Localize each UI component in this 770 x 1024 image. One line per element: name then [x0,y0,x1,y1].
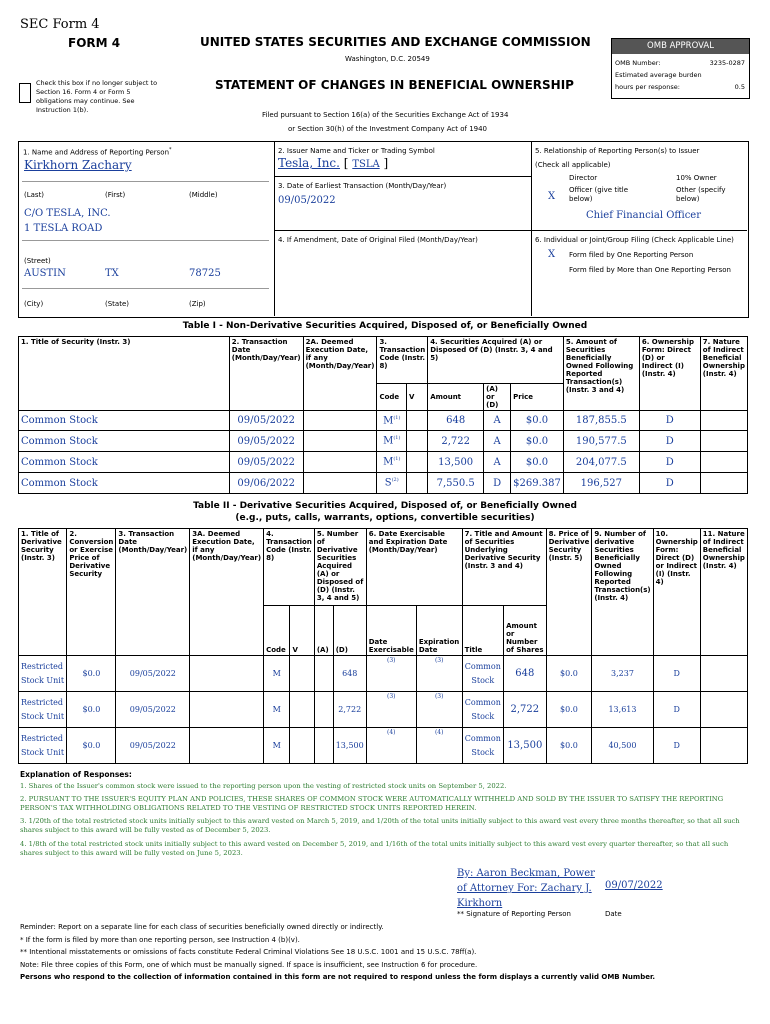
t2-r2-price: $0.0 [67,728,116,764]
table1-title: Table I - Non-Derivative Securities Acquired, Disposed of, or Beneficially Owned [182,321,588,331]
t2-r1-title: Restricted Stock Unit [19,692,67,728]
t1-sh-v: V [407,384,428,411]
t2-r2-shares: 13,500 [504,728,546,764]
zip: 78725 [189,268,221,279]
table2 [18,528,748,764]
explanation-note-2: 2. PURSUANT TO THE ISSUER'S EQUITY PLAN AND POLICIES, THESE SHARES OF COMMON STOCK WERE AUTOMATICALLY WITHHELD AND SOLD BY THE ISSUER TO SATISFY THE REPORTING PERSON'S TAX WITHHOLDING OBLIGATIONS RELATED TO THE VESTING OF RESTRICTED STOCK UNITS REPORTED HEREIN. [20,795,724,812]
ten-percent-label: 10% Owner [676,174,717,182]
t1-r0-fn[interactable]: (1) [393,414,401,421]
street-label: (Street) [24,257,51,265]
t2-sh-v: V [290,606,314,656]
address-line-1: C/O TESLA, INC. [24,208,111,219]
t1-r1-title: Common Stock [19,431,230,452]
t2-sh-d: (D) [333,606,366,656]
checkbox-text: Check this box if no longer subject to Section 16. Form 4 or Form 5 obligations may continue. See Instruction 1(b). [36,79,158,114]
t2-r1-utitle: Common Stock [462,692,504,728]
t2-r0-dprice: $0.0 [546,656,592,692]
footer-note-star: * If the form is filed by more than one reporting person, see Instruction 4 (b)(v). [20,936,300,944]
t1-r2-ad: A [484,452,511,473]
reporter-name[interactable]: Kirkhorn Zachary [24,158,132,172]
signature-by: By: Aaron Beckman, Power of Attorney For: Zachary J. Kirkhorn [457,868,595,909]
t1-r3-date: 09/06/2022 [229,473,303,494]
t1-r0-form: D [639,411,700,431]
t2-r1-fn-ex[interactable]: (3) [366,692,416,728]
t1-r0-price: $0.0 [511,411,564,431]
t2-r1-code: M [264,692,290,728]
t1-r2-fn[interactable]: (1) [393,456,401,463]
explanation-note-1: 1. Shares of the Issuer's common stock were issued to the reporting person upon the vesting of restricted stock units on September 5, 2022. [20,782,507,790]
footer-note-misstatement: ** Intentional misstatements or omissions of facts constitute Federal Criminal Violations See 18 U.S.C. 1001 and 15 U.S.C. 78ff(a). [20,948,477,956]
officer-label: Officer (give title below) [569,186,629,203]
footer-omb-notice: Persons who respond to the collection of information contained in this form are not required to respond unless the form displays a currently valid OMB Number. [20,973,656,981]
t2-r0-utitle: Common Stock [462,656,504,692]
t2-r0-date: 09/05/2022 [116,656,190,692]
t2-h-date: 3. Transaction Date (Month/Day/Year) [116,529,190,656]
t1-h-ownership: 6. Ownership Form: Direct (D) or Indirect (I) (Instr. 4) [639,337,700,411]
t1-r1-code: M [383,435,394,447]
t2-r0-owned: 3,237 [592,656,653,692]
t2-r0-code: M [264,656,290,692]
t1-h-date: 2. Transaction Date (Month/Day/Year) [229,337,303,411]
agency-title: UNITED STATES SECURITIES AND EXCHANGE COMMISSION [200,35,591,49]
t1-h-nature: 7. Nature of Indirect Beneficial Ownership (Instr. 4) [700,337,747,411]
more-person-label: Form filed by More than One Reporting Person [569,266,731,274]
t2-sh-amount: Amount or Number of Shares [504,606,546,656]
explanation-note-3: 3. 1/20th of the total restricted stock units initially subject to this award vested on March 5, 2019, and 1/20th of the total units initially subject to this award vest every three months thereafter, so that all such shares subject to this award will be fully vested as of December 5, 2023. [20,817,740,834]
t2-r2-date: 09/05/2022 [116,728,190,764]
state: TX [105,268,119,279]
t2-r0-shares: 648 [504,656,546,692]
t1-r0-title: Common Stock [19,411,230,431]
t2-r1-price: $0.0 [67,692,116,728]
t2-r1-date: 09/05/2022 [116,692,190,728]
t2-r0-fn-ex[interactable]: (3) [366,656,416,692]
issuer-section-label: 2. Issuer Name and Ticker or Trading Symbol [278,147,435,155]
t1-h-amount-owned: 5. Amount of Securities Beneficially Owned Following Reported Transaction(s) (Instr. 3 and 4) [563,337,639,411]
t2-h-price: 8. Price of Derivative Security (Instr. 5) [546,529,592,656]
t1-r0-ad: A [484,411,511,431]
omb-hours-label: hours per response: [615,83,680,91]
city-label: (City) [24,300,44,308]
form-label: FORM 4 [68,36,121,50]
omb-burden-label: Estimated average burden [615,71,702,79]
t2-r2-d: 13,500 [333,728,366,764]
table2-title-2: (e.g., puts, calls, warrants, options, convertible securities) [235,513,535,523]
t2-h-deemed: 3A. Deemed Execution Date, if any (Month/Day/Year) [190,529,264,656]
t2-r2-fn-ex[interactable]: (4) [366,728,416,764]
t2-h-code: 4. Transaction Code (Instr. 8) [264,529,315,606]
address-line-2: 1 TESLA ROAD [24,223,103,234]
t1-r2-title: Common Stock [19,452,230,473]
t2-sh-title: Title [462,606,504,656]
amendment-label: 4. If Amendment, Date of Original Filed (Month/Day/Year) [278,236,478,244]
location: Washington, D.C. 20549 [345,55,430,63]
officer-title: Chief Financial Officer [586,210,702,221]
t1-r2-amount: 13,500 [428,452,484,473]
t2-sh-date-ex: Date Exercisable [366,606,416,656]
omb-hours-value: 0.5 [734,83,745,91]
t2-r1-owned: 13,613 [592,692,653,728]
last-label: (Last) [24,191,45,199]
t2-sh-code: Code [264,606,290,656]
t1-sh-code: Code [377,384,407,411]
table-row [19,411,748,431]
omb-box [611,38,750,99]
t1-r1-form: D [639,431,700,452]
t2-h-ownership: 10. Ownership Form: Direct (D) or Indirect (I) (Instr. 4) [653,529,700,656]
table1 [18,336,748,494]
t1-h-code: 3. Transaction Code (Instr. 8) [377,337,428,384]
omb-number-value: 3235-0287 [709,59,745,67]
one-person-check[interactable]: X [548,249,556,260]
signature-date: 09/07/2022 [605,880,663,891]
t2-h-underlying: 7. Title and Amount of Securities Underlying Derivative Security (Instr. 3 and 4) [462,529,546,606]
other-label: Other (specify below) [676,186,726,203]
signature-label: ** Signature of Reporting Person [457,910,571,918]
t1-h-title: 1. Title of Security (Instr. 3) [19,337,230,411]
t1-sh-amount: Amount [428,384,484,411]
zip-label: (Zip) [189,300,206,308]
filing-label: 6. Individual or Joint/Group Filing (Check Applicable Line) [535,236,734,244]
issuer-ticker[interactable]: TSLA [352,159,380,170]
t1-r2-code: M [383,456,394,468]
first-label: (First) [105,191,126,199]
t1-r3-amount: 7,550.5 [428,473,484,494]
t2-h-conversion: 2. Conversion or Exercise Price of Derivative Security [67,529,116,656]
city: AUSTIN [24,268,66,279]
relationship-label: 5. Relationship of Reporting Person(s) to Issuer [535,147,700,155]
table-row [19,692,748,728]
t2-r0-form: D [653,656,700,692]
t2-r1-fn-exp[interactable]: (3) [416,692,462,728]
reporter-section-label: 1. Name and Address of Reporting Person* [23,147,172,157]
table-row [19,452,748,473]
sec-form-label: SEC Form 4 [20,17,100,32]
t1-r1-ad: A [484,431,511,452]
earliest-date-label: 3. Date of Earliest Transaction (Month/Day/Year) [278,182,447,190]
t1-r1-amount: 2,722 [428,431,484,452]
director-label: Director [569,174,598,182]
t1-r1-price: $0.0 [511,431,564,452]
t1-r2-form: D [639,452,700,473]
middle-label: (Middle) [189,191,218,199]
officer-check[interactable]: X [548,191,556,202]
t2-r0-price: $0.0 [67,656,116,692]
t2-r0-title: Restricted Stock Unit [19,656,67,692]
t2-r2-owned: 40,500 [592,728,653,764]
filed-line-1: Filed pursuant to Section 16(a) of the Securities Exchange Act of 1934 [262,111,509,119]
t1-r0-date: 09/05/2022 [229,411,303,431]
t2-h-exercisable: 6. Date Exercisable and Expiration Date (Month/Day/Year) [366,529,462,606]
signature-date-label: Date [605,910,622,918]
one-person-label: Form filed by One Reporting Person [569,251,694,259]
t1-r3-code: S [384,477,392,489]
t2-r2-form: D [653,728,700,764]
check-all-label: (Check all applicable) [535,161,611,169]
t1-r3-owned: 196,527 [563,473,639,494]
t1-r2-date: 09/05/2022 [229,452,303,473]
statement-title: STATEMENT OF CHANGES IN BENEFICIAL OWNERSHIP [215,78,574,92]
no-longer-subject-checkbox[interactable] [19,83,31,103]
t2-r1-form: D [653,692,700,728]
issuer-name-line: Tesla, Inc. [ TSLA ] [278,156,389,170]
table-row [19,431,748,452]
table-row [19,473,748,494]
t2-sh-a: (A) [314,606,333,656]
t2-r0-d: 648 [333,656,366,692]
t1-r0-owned: 187,855.5 [563,411,639,431]
explanation-note-4: 4. 1/8th of the total restricted stock units initially subject to this award vested on December 5, 2019, and 1/16th of the total units initially subject to this award vest every quarter thereafter, so that all such shares subject to this award will be fully vested on June 5, 2023. [20,840,729,857]
explanation-title: Explanation of Responses: [20,770,132,779]
t2-r1-dprice: $0.0 [546,692,592,728]
footer-reminder: Reminder: Report on a separate line for each class of securities beneficially owned directly or indirectly. [20,923,384,931]
t1-r3-price: $269.387 [511,473,564,494]
table2-title-1: Table II - Derivative Securities Acquired, Disposed of, or Beneficially Owned [193,501,577,511]
t2-sh-exp: Expiration Date [416,606,462,656]
table-row [19,656,748,692]
omb-number-label: OMB Number: [615,59,661,67]
state-label: (State) [105,300,129,308]
t2-h-nature: 11. Nature of Indirect Beneficial Ownership (Instr. 4) [700,529,747,656]
filed-line-2: or Section 30(h) of the Investment Company Act of 1940 [288,125,488,133]
t1-r1-owned: 190,577.5 [563,431,639,452]
issuer-name[interactable]: Tesla, Inc. [278,156,340,170]
footer-note-copies: Note: File three copies of this Form, one of which must be manually signed. If space is insufficient, see Instruction 6 for procedure. [20,961,478,969]
t1-h-deemed: 2A. Deemed Execution Date, if any (Month/Day/Year) [303,337,377,411]
t2-r1-d: 2,722 [333,692,366,728]
t1-r3-title: Common Stock [19,473,230,494]
t2-r2-fn-exp[interactable]: (4) [416,728,462,764]
table1-header-row [19,337,748,384]
t1-r0-code: M [383,415,394,427]
t1-r3-form: D [639,473,700,494]
omb-title: OMB APPROVAL [612,39,749,54]
t2-r1-shares: 2,722 [504,692,546,728]
table-row [19,728,748,764]
t1-r2-price: $0.0 [511,452,564,473]
t1-h-securities: 4. Securities Acquired (A) or Disposed Of (D) (Instr. 3, 4 and 5) [428,337,564,384]
t1-r3-fn[interactable]: (2) [391,477,399,484]
t2-r2-title: Restricted Stock Unit [19,728,67,764]
t1-r3-ad: D [484,473,511,494]
t1-r0-amount: 648 [428,411,484,431]
t2-r2-dprice: $0.0 [546,728,592,764]
earliest-date: 09/05/2022 [278,195,336,206]
t1-sh-price: Price [511,384,564,411]
t1-r1-fn[interactable]: (1) [393,435,401,442]
table2-header-row [19,529,748,606]
t1-r1-date: 09/05/2022 [229,431,303,452]
t2-r2-utitle: Common Stock [462,728,504,764]
t2-h-title: 1. Title of Derivative Security (Instr. 3) [19,529,67,656]
t2-h-owned: 9. Number of derivative Securities Beneficially Owned Following Reported Transaction(s) (Instr. 4) [592,529,653,656]
t2-h-number: 5. Number of Derivative Securities Acquired (A) or Disposed of (D) (Instr. 3, 4 and 5) [314,529,366,606]
t1-r2-owned: 204,077.5 [563,452,639,473]
t1-sh-aord: (A) or (D) [484,384,511,411]
t2-r0-fn-exp[interactable]: (3) [416,656,462,692]
t2-r2-code: M [264,728,290,764]
